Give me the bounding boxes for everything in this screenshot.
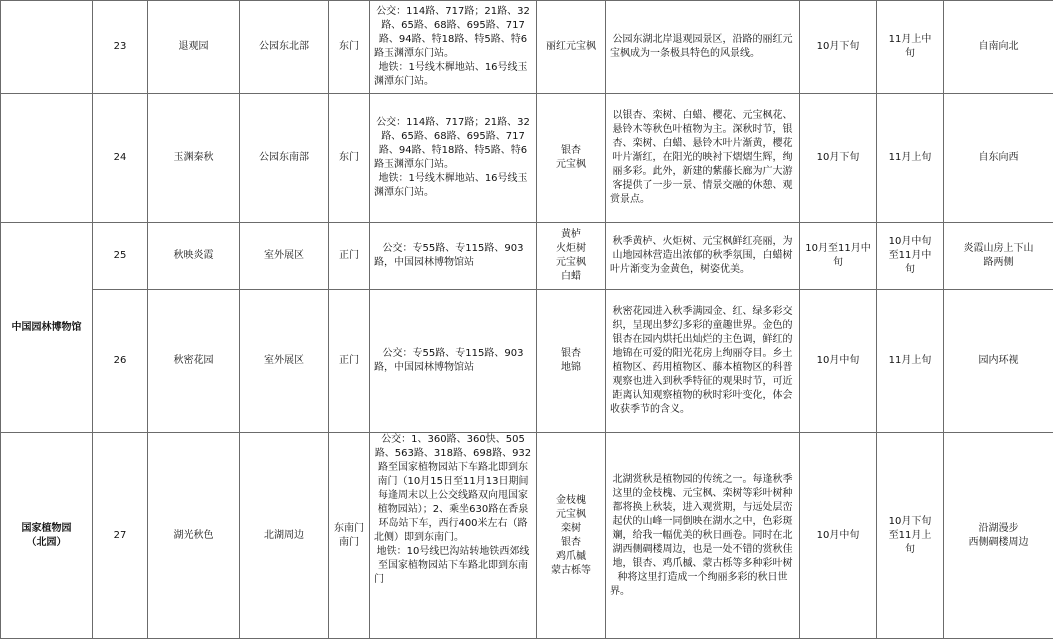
best-start-period: 10月至11月中旬	[800, 223, 877, 290]
venue-name: 中国园林博物馆	[1, 223, 93, 433]
viewing-route: 自东向西	[944, 94, 1053, 223]
table-row	[1, 223, 1053, 290]
peak-period: 10月下旬 至11月上 旬	[877, 433, 944, 639]
plant-species: 银杏 元宝枫	[537, 94, 606, 223]
scenery-description: 秋密花园进入秋季满园金、红、绿多彩交织，呈现出梦幻多彩的童趣世界。金色的银杏在园内烘托出灿烂的主色调，鲜红的地锦在可爱的阳光花房上绚丽夺目。乡土植物区、药用植物区、藤本植物区的科普观察也进入到秋季特征的观果时节，可近距离认知观察植物的秋时彩叶变化，体会收获季节的含义。	[606, 290, 800, 433]
transport-info: 公交：114路、717路；21路、32路、65路、68路、695路、717路、94路、特18路、特5路、特6路玉渊潭东门站。 地铁：1号线木樨地站、16号线玉渊潭东门站。	[370, 1, 537, 94]
transport-info: 公交：114路、717路；21路、32路、65路、68路、695路、717路、94路、特18路、特5路、特6路玉渊潭东门站。 地铁：1号线木樨地站、16号线玉渊潭东门站。	[370, 94, 537, 223]
viewing-route: 炎霞山房上下山 路两侧	[944, 223, 1053, 290]
venue-cell-top	[1, 1, 93, 94]
scenery-description: 秋季黄栌、火炬树、元宝枫鲜红亮丽，为山地园林营造出浓郁的秋季氛围，白蜡树叶片渐变为金黄色，树姿优美。	[606, 223, 800, 290]
peak-period: 10月中旬 至11月中 旬	[877, 223, 944, 290]
table-row	[1, 1, 1053, 94]
venue-name: 国家植物园 （北园）	[1, 433, 93, 639]
table-row	[1, 290, 1053, 433]
transport-info: 公交：专55路、专115路、903路，中国园林博物馆站	[370, 290, 537, 433]
table-row	[1, 94, 1053, 223]
transport-info: 公交：专55路、专115路、903路，中国园林博物馆站	[370, 223, 537, 290]
viewing-route: 自南向北	[944, 1, 1053, 94]
best-start-period: 10月下旬	[800, 1, 877, 94]
venue-cell-top	[1, 94, 93, 223]
row-number: 26	[93, 290, 148, 433]
row-number: 23	[93, 1, 148, 94]
best-start-period: 10月下旬	[800, 94, 877, 223]
plant-species: 丽红元宝枫	[537, 1, 606, 94]
table-row	[1, 433, 1053, 639]
plant-species: 黄栌 火炬树 元宝枫 白蜡	[537, 223, 606, 290]
row-number: 27	[93, 433, 148, 639]
viewing-route: 沿湖漫步 西侧碉楼周边	[944, 433, 1053, 639]
spot-area: 北湖周边	[240, 433, 329, 639]
spot-area: 室外展区	[240, 290, 329, 433]
entrance-gate: 东门	[329, 94, 370, 223]
spot-name: 湖光秋色	[148, 433, 240, 639]
row-number: 24	[93, 94, 148, 223]
scenery-description: 北湖赏秋是植物园的传统之一。每逢秋季这里的金枝槐、元宝枫、栾树等彩叶树种都将换上秋装，进入观赏期，与远处层峦起伏的山峰一同倒映在湖水之中，色彩斑斓，给我一幅优美的秋日画卷。同时在北湖西侧碉楼周边，也是一处不错的赏秋佳地，银杏、鸡爪槭、蒙古栎等多种彩叶树种将这里打造成一个绚丽多彩的秋日世界。	[606, 433, 800, 639]
spot-area: 公园东南部	[240, 94, 329, 223]
spot-area: 公园东北部	[240, 1, 329, 94]
spot-name: 退观园	[148, 1, 240, 94]
peak-period: 11月上旬	[877, 94, 944, 223]
spot-name: 玉渊秦秋	[148, 94, 240, 223]
peak-period: 11月上中 旬	[877, 1, 944, 94]
row-number: 25	[93, 223, 148, 290]
spot-name: 秋映炎霞	[148, 223, 240, 290]
viewing-route: 园内环视	[944, 290, 1053, 433]
entrance-gate: 东门	[329, 1, 370, 94]
entrance-gate: 东南门 南门	[329, 433, 370, 639]
scenery-description: 以银杏、栾树、白蜡、樱花、元宝枫花、悬铃木等秋色叶植物为主。深秋时节，银杏、栾树、白蜡、悬铃木叶片渐黄，樱花叶片渐红，在阳光的映衬下熠熠生辉，绚丽多彩。此外，新建的紫藤长廊为广大游客提供了一步一景、情景交融的休憩、观赏景点。	[606, 94, 800, 223]
spot-area: 室外展区	[240, 223, 329, 290]
peak-period: 11月上旬	[877, 290, 944, 433]
entrance-gate: 正门	[329, 223, 370, 290]
plant-species: 金枝槐 元宝枫 栾树 银杏 鸡爪槭 蒙古栎等	[537, 433, 606, 639]
transport-info: 公交：1、360路、360快、505路、563路、318路、698路、932路至国家植物园站下车路北即到东南门（10月15日至11月13日期间每逢周末以上公交线路双向甩国家植物园站）；2、乘坐630路在香泉环岛站下车，西行400米左右（路北侧）即到东南门。 地铁：10号线巴沟站转地铁西郊线至国家植物园站下车路北即到东南门	[370, 433, 537, 639]
plant-species: 银杏 地锦	[537, 290, 606, 433]
best-start-period: 10月中旬	[800, 290, 877, 433]
spot-name: 秋密花园	[148, 290, 240, 433]
scenery-description: 公园东湖北岸退观园景区，沿路的丽红元宝枫成为一条极具特色的风景线。	[606, 1, 800, 94]
entrance-gate: 正门	[329, 290, 370, 433]
best-start-period: 10月中旬	[800, 433, 877, 639]
